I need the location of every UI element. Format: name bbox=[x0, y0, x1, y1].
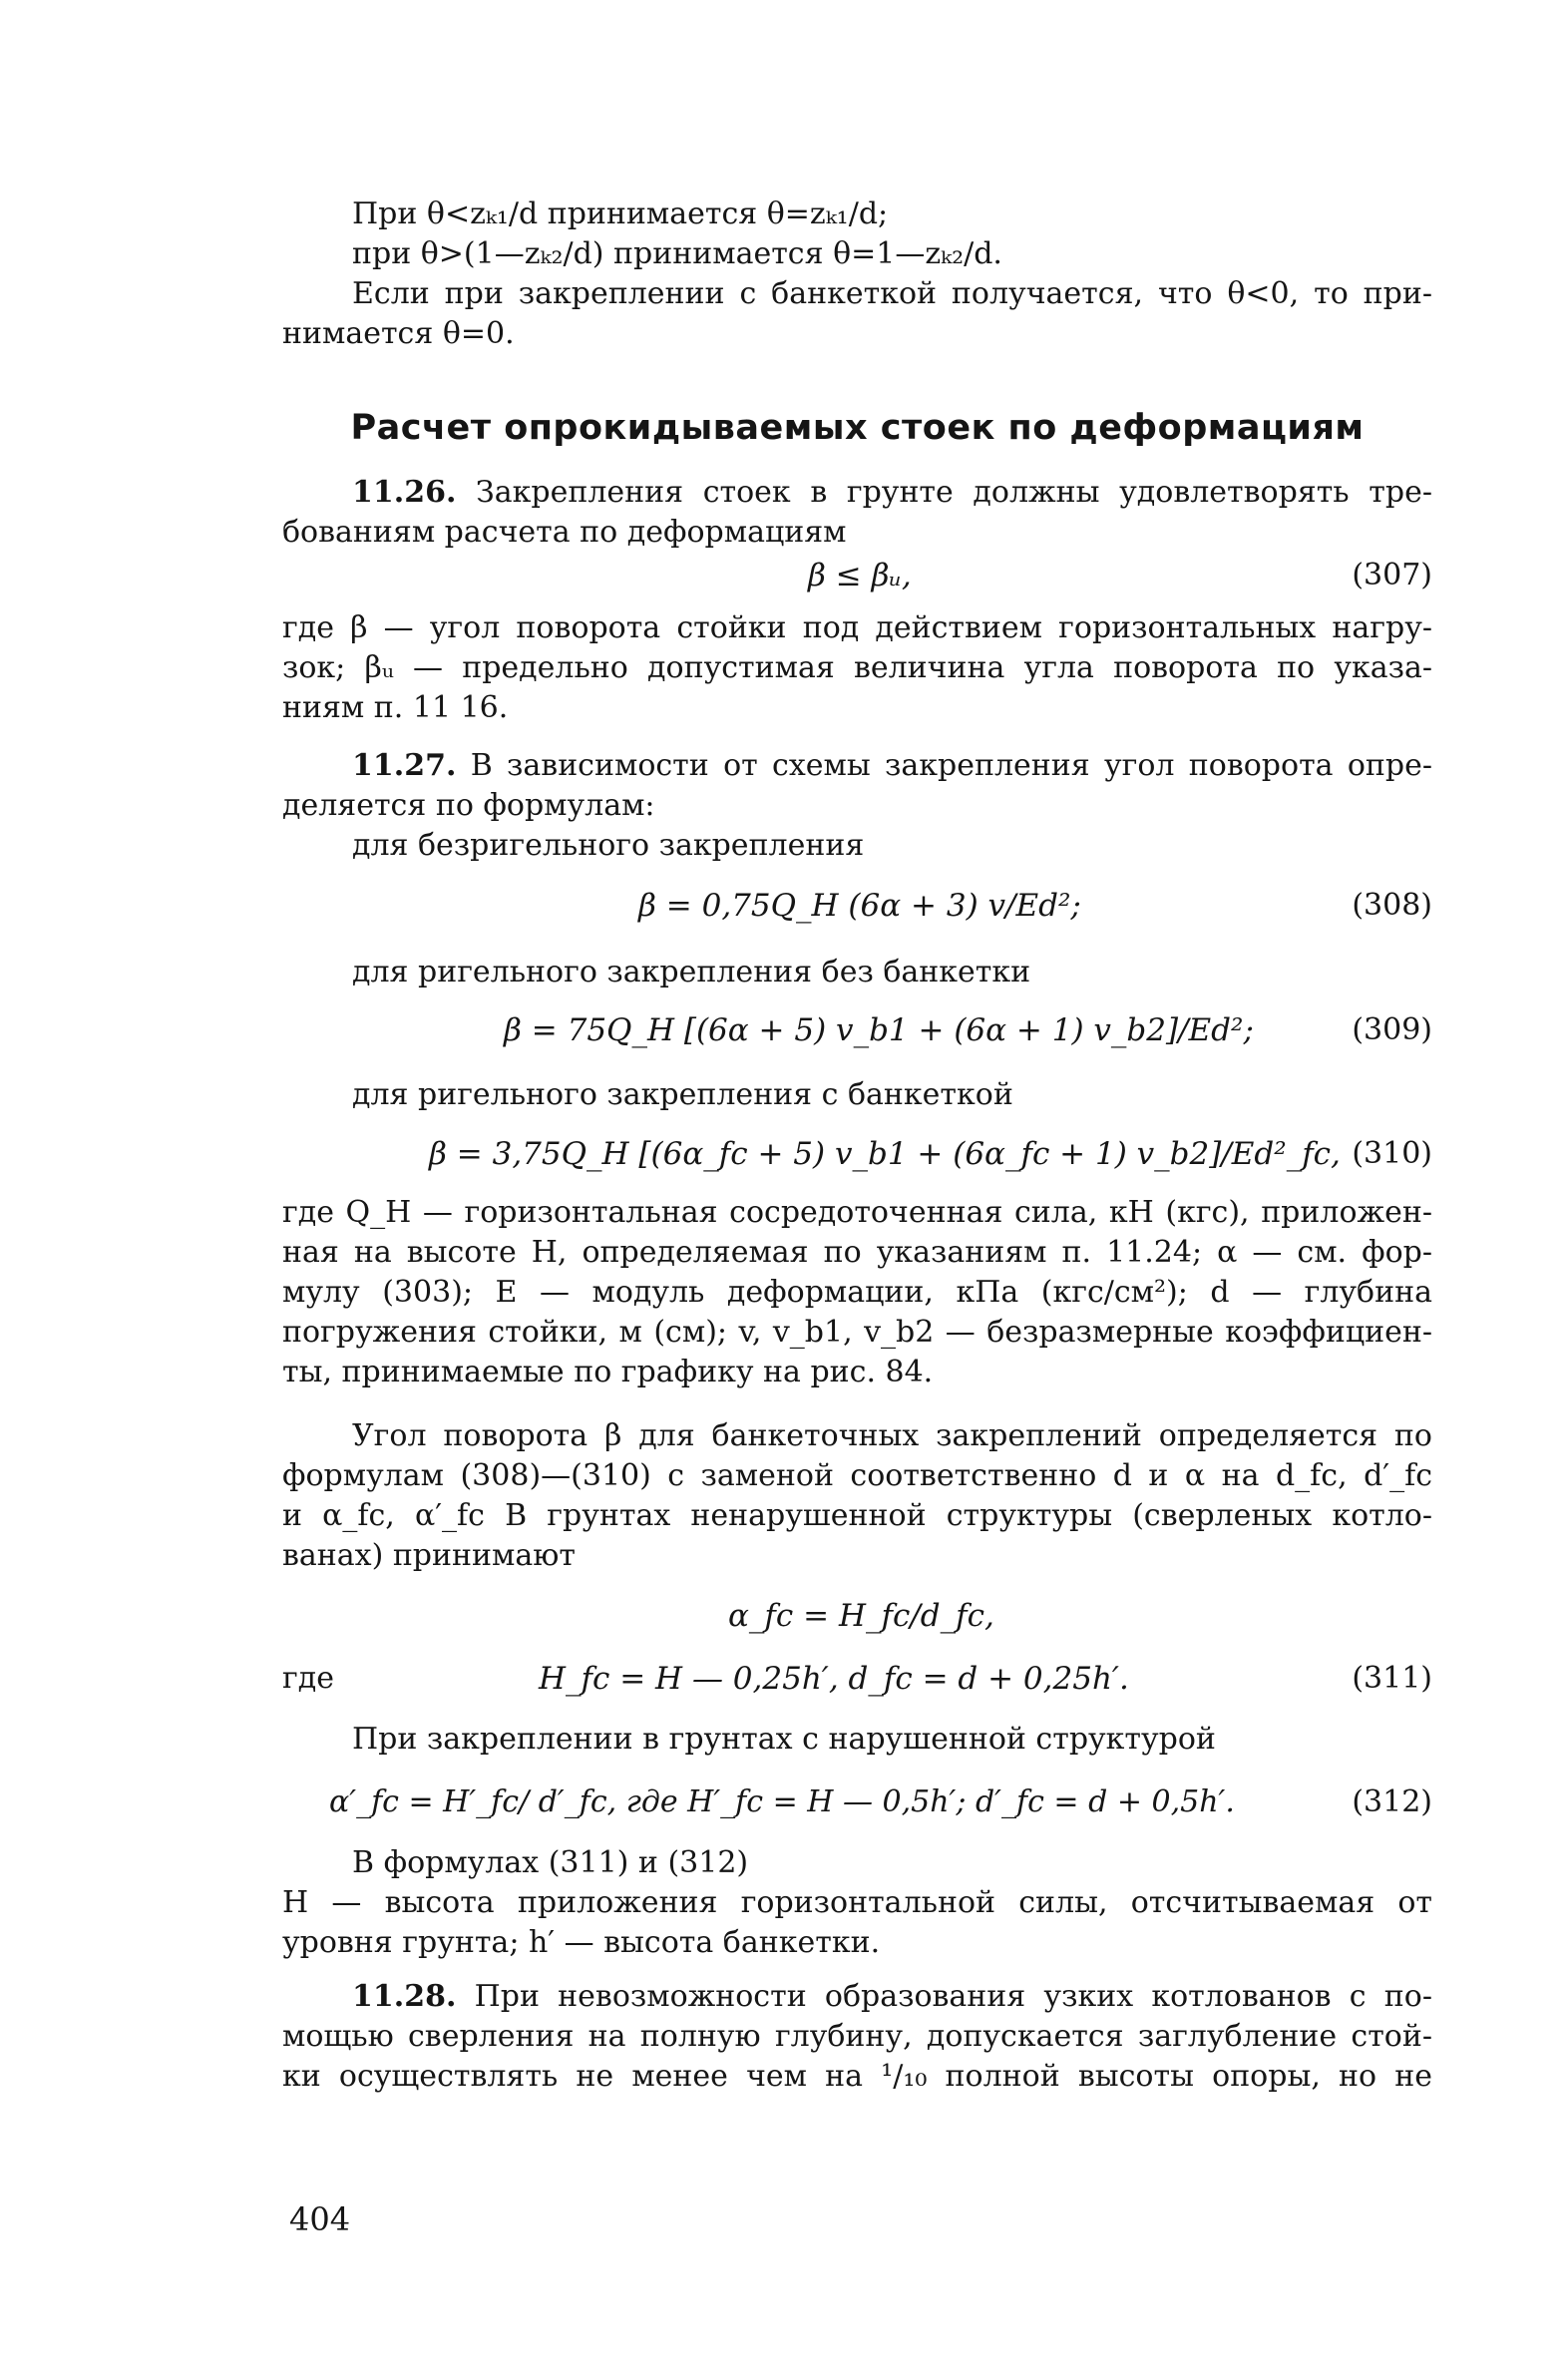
text-line bbox=[282, 473, 1432, 513]
text-line: нимается θ=0. bbox=[282, 316, 515, 351]
equation-number-312: (312) bbox=[1352, 1784, 1432, 1819]
paragraph-11-26-where bbox=[282, 608, 1432, 728]
text-line: При закреплении в грунтах с нарушенной структурой bbox=[352, 1722, 1216, 1757]
text-line: ниям п. 11 16. bbox=[282, 690, 509, 725]
text-line: для ригельного закрепления без банкетки bbox=[352, 955, 1031, 989]
text-line: деляется по формулам: bbox=[282, 788, 655, 823]
paragraph-11-28 bbox=[282, 1977, 1432, 2097]
line-text: Закрепления стоек в грунте должны удовлетворять тре- bbox=[476, 475, 1432, 510]
equation-number-309: (309) bbox=[1352, 1012, 1432, 1047]
text-line: В формулах (311) и (312) bbox=[352, 1845, 749, 1880]
clause-number: 11.26. bbox=[352, 475, 457, 510]
equation-number-311: (311) bbox=[1352, 1661, 1432, 1696]
text-line: ная на высоте H, определяемая по указаниям п. 11.24; α — см. фор- bbox=[282, 1235, 1432, 1270]
text-line: зок; βᵤ — предельно допустимая величина угла поворота по указа- bbox=[282, 650, 1432, 685]
text-line bbox=[282, 746, 1432, 786]
text-line: ки осуществлять не менее чем на ¹/₁₀ полной высоты опоры, но не bbox=[282, 2059, 1432, 2094]
text-line: формулам (308)—(310) с заменой соответственно d и α на d_fc, d′_fc bbox=[282, 1458, 1432, 1493]
page-number: 404 bbox=[289, 2200, 351, 2238]
text-line: Если при закреплении с банкеткой получается, что θ<0, то при- bbox=[352, 276, 1432, 311]
clause-number: 11.27. bbox=[352, 748, 457, 783]
paragraph-h-definitions bbox=[282, 1843, 1432, 1963]
text-line: При θ<zₖ₁/d принимается θ=zₖ₁/d; bbox=[352, 197, 889, 231]
text-line: где Q_H — горизонтальная сосредоточенная сила, кН (кгс), приложен- bbox=[282, 1195, 1432, 1230]
text-line: бованиям расчета по деформациям bbox=[282, 515, 847, 550]
text-line: ты, принимаемые по графику на рис. 84. bbox=[282, 1355, 934, 1389]
text-line: погружения стойки, м (см); v, v_b1, v_b2 — безразмерные коэффициен- bbox=[282, 1315, 1432, 1350]
equation-number-310: (310) bbox=[1352, 1136, 1432, 1171]
formula-310: β = 3,75Q_H [(6α_fc + 5) v_b1 + (6α_fc + 1) v_b2]/Ed²_fc, bbox=[429, 1136, 1341, 1172]
paragraph-angle bbox=[282, 1416, 1432, 1576]
section-heading: Расчет опрокидываемых стоек по деформациям bbox=[350, 408, 1365, 448]
text-line: для безригельного закрепления bbox=[352, 828, 865, 863]
text-line: ванах) принимают bbox=[282, 1538, 576, 1573]
paragraph-11-26 bbox=[282, 473, 1432, 553]
text-line: Угол поворота β для банкеточных закреплений определяется по bbox=[352, 1418, 1432, 1453]
equation-number-308: (308) bbox=[1352, 888, 1432, 923]
text-line: уровня грунта; h′ — высота банкетки. bbox=[282, 1925, 881, 1960]
text-line: и α_fc, α′_fc В грунтах ненарушенной структуры (сверленых котло- bbox=[282, 1498, 1432, 1533]
label-312 bbox=[282, 1720, 1432, 1760]
formula-alpha-fc: α_fc = H_fc/d_fc, bbox=[728, 1598, 994, 1634]
formula-312: α′_fc = H′_fc/ d′_fc, где H′_fc = H — 0,5h′; d′_fc = d + 0,5h′. bbox=[329, 1784, 1235, 1819]
text-line: где β — угол поворота стойки под действием горизонтальных нагру- bbox=[282, 610, 1432, 645]
label-309 bbox=[282, 953, 1432, 992]
text-line: мулу (303); E — модуль деформации, кПа (кгс/см²); d — глубина bbox=[282, 1275, 1432, 1310]
line-text: В зависимости от схемы закрепления угол поворота опре- bbox=[470, 748, 1432, 783]
text-line: при θ>(1—zₖ₂/d) принимается θ=1—zₖ₂/d. bbox=[352, 236, 1002, 271]
formula-309: β = 75Q_H [(6α + 5) v_b1 + (6α + 1) v_b2]/Ed²; bbox=[504, 1012, 1254, 1048]
text-line bbox=[282, 1977, 1432, 2017]
top-block bbox=[282, 195, 1432, 354]
clause-number: 11.28. bbox=[352, 1979, 457, 2014]
formula-307: β ≤ βᵤ, bbox=[808, 558, 912, 593]
label-310 bbox=[282, 1075, 1432, 1115]
line-text: При невозможности образования узких котлованов с по- bbox=[474, 1979, 1432, 2014]
equation-number-307: (307) bbox=[1352, 558, 1432, 592]
text-line: H — высота приложения горизонтальной силы, отсчитываемая от bbox=[282, 1885, 1432, 1920]
paragraph-11-27-where bbox=[282, 1193, 1432, 1392]
formula-311: H_fc = H — 0,25h′, d_fc = d + 0,25h′. bbox=[539, 1661, 1129, 1697]
text-line: мощью сверления на полную глубину, допускается заглубление стой- bbox=[282, 2019, 1432, 2054]
formula-308: β = 0,75Q_H (6α + 3) v/Ed²; bbox=[638, 888, 1081, 924]
where-label: где bbox=[282, 1661, 334, 1696]
paragraph-11-27 bbox=[282, 746, 1432, 866]
text-line: для ригельного закрепления с банкеткой bbox=[352, 1077, 1013, 1112]
